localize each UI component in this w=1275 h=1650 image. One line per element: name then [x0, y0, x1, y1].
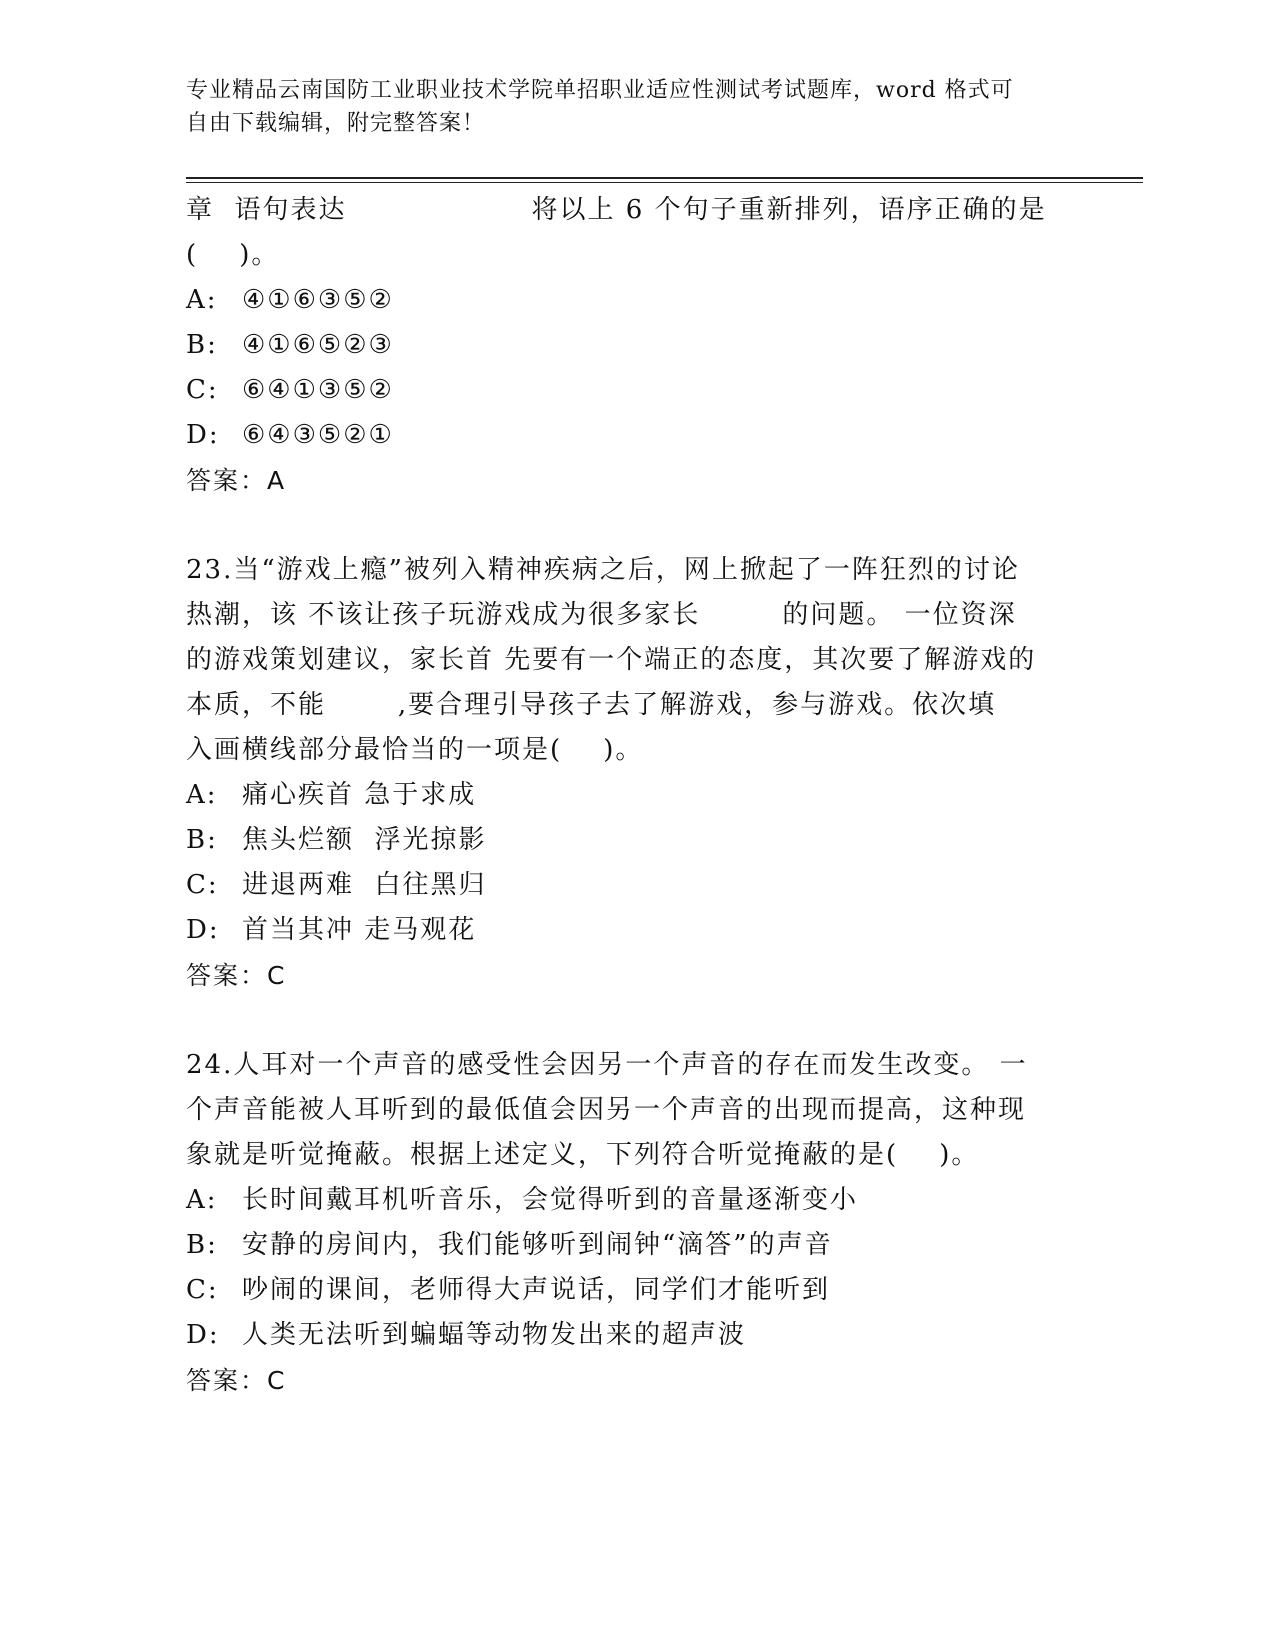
option-text: ④①⑥③⑤② — [242, 285, 394, 315]
header-divider-thin — [186, 182, 1143, 183]
question-23-line-4: 本质，不能 ,要合理引导孩子去了解游戏，参与游戏。依次填 — [186, 690, 997, 720]
header-line-1: 专业精品云南国防工业职业技术学院单招职业适应性测试考试题库，word 格式可 — [186, 78, 1014, 103]
option-d — [186, 413, 1086, 458]
option-a — [186, 773, 1086, 818]
question-22-intro: 章 语句表达 — [186, 195, 347, 225]
question-23-line-3: 的游戏策划建议，家长首 先要有一个端正的态度，其次要了解游戏的 — [186, 645, 1037, 675]
option-b — [186, 818, 1086, 863]
header-line-2: 自由下载编辑，附完整答案！ — [186, 111, 486, 136]
option-d — [186, 908, 1086, 953]
option-b — [186, 1223, 1086, 1268]
option-key: B: — [186, 330, 218, 360]
spacer — [186, 998, 1086, 1043]
option-text: 进退两难 白往黑归 — [242, 870, 487, 900]
question-23-line-5: 入画横线部分最恰当的一项是( )。 — [186, 735, 644, 765]
answer-line: 答案：C — [186, 1366, 287, 1395]
question-24-line-2: 个声音能被人耳听到的最低值会因另一个声音的出现而提高，这种现 — [186, 1095, 1027, 1125]
question-22 — [186, 188, 1086, 503]
option-key: B: — [186, 825, 218, 855]
option-a — [186, 278, 1086, 323]
option-d — [186, 1313, 1086, 1358]
question-23 — [186, 548, 1086, 998]
option-text: ⑥④①③⑤② — [242, 375, 394, 405]
option-c — [186, 1268, 1086, 1313]
option-b — [186, 323, 1086, 368]
option-c — [186, 368, 1086, 413]
question-content — [186, 188, 1086, 1403]
spacer — [186, 503, 1086, 548]
option-a — [186, 1178, 1086, 1223]
option-c — [186, 863, 1086, 908]
option-key: D: — [186, 1320, 220, 1350]
question-22-prompt: 将以上 6 个句子重新排列，语序正确的是 — [531, 195, 1047, 225]
option-text: 焦头烂额 浮光掠影 — [242, 825, 487, 855]
option-key: C: — [186, 375, 219, 405]
option-key: A: — [186, 285, 218, 315]
option-key: A: — [186, 1185, 218, 1215]
document-header — [186, 74, 1086, 140]
answer-line: 答案：C — [186, 961, 287, 990]
option-text: 吵闹的课间，老师得大声说话，同学们才能听到 — [242, 1275, 831, 1305]
option-text: 人类无法听到蝙蝠等动物发出来的超声波 — [242, 1320, 747, 1350]
question-23-line-1: 23.当“游戏上瘾”被列入精神疾病之后，网上掀起了一阵狂烈的讨论 — [186, 555, 1020, 585]
question-24 — [186, 1043, 1086, 1403]
option-text: 长时间戴耳机听音乐，会觉得听到的音量逐渐变小 — [242, 1185, 859, 1215]
question-22-line-2: ( )。 — [186, 240, 280, 270]
option-text: 首当其冲 走马观花 — [242, 915, 477, 945]
option-text: 安静的房间内，我们能够听到闹钟“滴答”的声音 — [242, 1230, 833, 1260]
option-key: D: — [186, 420, 220, 450]
option-key: C: — [186, 1275, 219, 1305]
question-23-line-2: 热潮，该 不该让孩子玩游戏成为很多家长 的问题。 一位资深 — [186, 600, 1017, 630]
option-key: D: — [186, 915, 220, 945]
option-text: ⑥④③⑤②① — [242, 420, 394, 450]
answer-line: 答案：A — [186, 466, 287, 495]
header-divider-thick — [186, 177, 1143, 179]
option-text: 痛心疾首 急于求成 — [242, 780, 477, 810]
option-key: C: — [186, 870, 219, 900]
question-24-line-3: 象就是听觉掩蔽。根据上述定义，下列符合听觉掩蔽的是( )。 — [186, 1140, 980, 1170]
option-key: B: — [186, 1230, 218, 1260]
option-key: A: — [186, 780, 218, 810]
option-text: ④①⑥⑤②③ — [242, 330, 394, 360]
question-24-line-1: 24.人耳对一个声音的感受性会因另一个声音的存在而发生改变。 一 — [186, 1050, 1028, 1080]
question-22-line-1 — [186, 188, 1086, 233]
